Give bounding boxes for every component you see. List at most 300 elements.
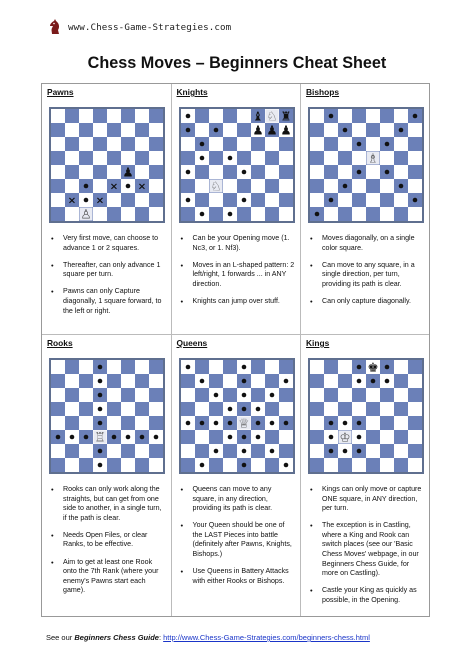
board-square: [338, 388, 352, 402]
move-dot: [185, 365, 190, 370]
board-square: [310, 402, 324, 416]
note-item: • Your Queen should be one of the LAST Pieces into battle (definitely after Pawns, Knights, Bishops.): [178, 521, 296, 559]
board-square: [181, 374, 195, 388]
board-square: [380, 193, 394, 207]
board-square: [338, 458, 352, 472]
board-square: [149, 179, 163, 193]
section-notes: [178, 234, 296, 314]
board-square: [223, 458, 237, 472]
board-square: [408, 165, 422, 179]
board-square: [310, 151, 324, 165]
board-square: [65, 109, 79, 123]
board-square: [209, 193, 223, 207]
board-square: [394, 388, 408, 402]
board-square: [209, 430, 223, 444]
board-square: [394, 165, 408, 179]
move-dot: [399, 128, 404, 133]
board-square: [324, 402, 338, 416]
board-square: [121, 193, 135, 207]
board-square: [352, 179, 366, 193]
board-square: [65, 123, 79, 137]
board-square: [324, 137, 338, 151]
move-dot: [126, 184, 131, 189]
board-svg: [51, 109, 163, 221]
board-square: [366, 165, 380, 179]
board-square: [380, 109, 394, 123]
board-square: [338, 360, 352, 374]
move-dot: [213, 128, 218, 133]
board-square: [181, 402, 195, 416]
move-dot: [126, 435, 131, 440]
board-square: [51, 109, 65, 123]
board-square: [107, 193, 121, 207]
board-square: [51, 165, 65, 179]
board-square: [251, 374, 265, 388]
board-square: [181, 430, 195, 444]
move-dot: [140, 435, 145, 440]
board-square: [408, 374, 422, 388]
board-square: [408, 151, 422, 165]
section-title: Knights: [176, 87, 208, 97]
board-square: [121, 374, 135, 388]
move-dot: [199, 156, 204, 161]
board-square: [79, 444, 93, 458]
note-item: • Castle your King as quickly as possible, in the Opening.: [307, 586, 425, 605]
board-square: [65, 458, 79, 472]
move-dot: [154, 435, 159, 440]
board-square: [149, 165, 163, 179]
board-square: [380, 444, 394, 458]
white-pawn-icon: ♙: [80, 206, 92, 221]
board-svg: [310, 109, 422, 221]
board-square: [149, 416, 163, 430]
board-square: [209, 137, 223, 151]
board-square: [279, 179, 293, 193]
board-square: [223, 388, 237, 402]
board-square: [338, 165, 352, 179]
chess-board-diagram: [308, 358, 424, 474]
board-square: [93, 207, 107, 221]
move-dot: [84, 198, 89, 203]
board-square: [223, 444, 237, 458]
footer-guide-name: Beginners Chess Guide: [74, 633, 159, 642]
board-square: [135, 374, 149, 388]
board-square: [149, 123, 163, 137]
board-square: [380, 458, 394, 472]
section-notes: [307, 485, 425, 613]
capture-cross-mark: ×: [109, 181, 119, 193]
note-item: • Needs Open Files, or clear Ranks, to be effective.: [48, 531, 166, 550]
move-dot: [357, 435, 362, 440]
move-dot: [199, 212, 204, 217]
board-square: [310, 430, 324, 444]
board-square: [310, 137, 324, 151]
board-square: [310, 360, 324, 374]
board-square: [366, 123, 380, 137]
move-dot: [329, 198, 334, 203]
board-square: [107, 151, 121, 165]
board-square: [121, 151, 135, 165]
board-square: [195, 109, 209, 123]
board-square: [338, 402, 352, 416]
board-square: [279, 165, 293, 179]
board-square: [209, 165, 223, 179]
board-square: [237, 137, 251, 151]
board-square: [279, 151, 293, 165]
board-square: [223, 374, 237, 388]
board-square: [149, 137, 163, 151]
move-dot: [199, 463, 204, 468]
board-square: [408, 430, 422, 444]
board-square: [380, 416, 394, 430]
board-square: [79, 165, 93, 179]
footer-guide-link[interactable]: http://www.Chess-Game-Strategies.com/beginners-chess.html: [163, 633, 370, 642]
black-bishop-icon: ♝: [251, 109, 264, 124]
board-square: [107, 458, 121, 472]
board-square: [51, 458, 65, 472]
move-dot: [357, 449, 362, 454]
board-square: [380, 430, 394, 444]
board-square: [79, 137, 93, 151]
move-dot: [283, 463, 288, 468]
board-square: [265, 207, 279, 221]
board-square: [135, 151, 149, 165]
board-square: [135, 109, 149, 123]
board-svg: [51, 360, 163, 472]
board-square: [51, 179, 65, 193]
footer-colon: :: [158, 633, 164, 642]
move-dot: [241, 393, 246, 398]
page-title: Chess Moves – Beginners Cheat Sheet: [87, 54, 387, 72]
board-square: [310, 165, 324, 179]
board-square: [121, 207, 135, 221]
board-square: [181, 388, 195, 402]
section-queens: [172, 335, 302, 585]
board-square: [51, 123, 65, 137]
board-square: [265, 360, 279, 374]
capture-cross-mark: ×: [95, 195, 105, 207]
move-dot: [241, 170, 246, 175]
board-square: [251, 137, 265, 151]
board-square: [195, 123, 209, 137]
board-square: [324, 151, 338, 165]
black-pawn-icon: ♟: [265, 122, 278, 138]
white-queen-icon: ♕: [237, 415, 250, 431]
board-square: [107, 388, 121, 402]
board-square: [149, 402, 163, 416]
board-square: [366, 207, 380, 221]
board-square: [93, 179, 107, 193]
move-dot: [413, 114, 418, 119]
board-square: [279, 444, 293, 458]
board-square: [149, 151, 163, 165]
board-square: [380, 179, 394, 193]
board-square: [366, 444, 380, 458]
board-square: [93, 151, 107, 165]
black-pawn-icon: ♟: [251, 122, 264, 138]
chess-board-diagram: [179, 358, 295, 474]
move-dot: [357, 142, 362, 147]
board-square: [107, 416, 121, 430]
board-square: [223, 360, 237, 374]
board-square: [107, 109, 121, 123]
board-square: [352, 207, 366, 221]
cheat-sheet-grid: [41, 83, 430, 617]
board-square: [223, 137, 237, 151]
board-square: [79, 402, 93, 416]
move-dot: [385, 170, 390, 175]
board-square: [65, 207, 79, 221]
section-notes: [48, 234, 166, 324]
board-square: [181, 137, 195, 151]
board-square: [51, 193, 65, 207]
black-pawn-icon: ♟: [279, 122, 292, 138]
move-dot: [227, 407, 232, 412]
capture-cross-mark: ×: [137, 181, 147, 193]
board-square: [366, 458, 380, 472]
move-dot: [283, 421, 288, 426]
board-square: [324, 388, 338, 402]
board-square: [324, 179, 338, 193]
move-dot: [269, 449, 274, 454]
board-square: [149, 193, 163, 207]
move-dot: [343, 184, 348, 189]
board-square: [408, 416, 422, 430]
move-dot: [241, 407, 246, 412]
move-dot: [241, 449, 246, 454]
board-square: [352, 402, 366, 416]
board-square: [237, 207, 251, 221]
board-square: [265, 137, 279, 151]
board-square: [79, 360, 93, 374]
board-square: [93, 137, 107, 151]
board-square: [135, 402, 149, 416]
board-square: [408, 444, 422, 458]
move-dot: [185, 114, 190, 119]
move-dot: [98, 393, 103, 398]
move-dot: [241, 365, 246, 370]
board-square: [121, 137, 135, 151]
board-square: [195, 165, 209, 179]
board-square: [338, 374, 352, 388]
move-dot: [185, 170, 190, 175]
board-square: [408, 179, 422, 193]
board-square: [107, 123, 121, 137]
chess-knight-logo-icon: [48, 18, 62, 36]
note-item: • Kings can only move or capture ONE square, in ANY direction, per turn.: [307, 485, 425, 514]
board-square: [135, 360, 149, 374]
board-square: [394, 151, 408, 165]
board-square: [324, 458, 338, 472]
board-square: [181, 458, 195, 472]
board-square: [338, 137, 352, 151]
board-square: [251, 165, 265, 179]
board-square: [380, 207, 394, 221]
board-square: [135, 458, 149, 472]
board-square: [149, 388, 163, 402]
board-square: [135, 193, 149, 207]
move-dot: [385, 142, 390, 147]
board-square: [352, 151, 366, 165]
white-bishop-icon: ♗: [367, 150, 379, 166]
board-square: [107, 165, 121, 179]
board-square: [408, 207, 422, 221]
board-svg: [181, 109, 293, 221]
board-square: [265, 179, 279, 193]
board-square: [394, 360, 408, 374]
board-square: [366, 193, 380, 207]
board-square: [237, 179, 251, 193]
board-square: [310, 179, 324, 193]
move-dot: [269, 421, 274, 426]
board-square: [394, 207, 408, 221]
board-square: [324, 123, 338, 137]
board-square: [310, 388, 324, 402]
move-dot: [343, 421, 348, 426]
board-square: [394, 193, 408, 207]
note-item: • The exception is in Castling, where a King and Rook can switch places (see our 'Basic Chess Moves' webpage, in our Beginners Chess Guide, for more on Castling).: [307, 521, 425, 579]
board-square: [149, 207, 163, 221]
board-square: [51, 360, 65, 374]
board-square: [310, 458, 324, 472]
board-square: [51, 207, 65, 221]
move-dot: [357, 170, 362, 175]
board-square: [251, 360, 265, 374]
board-square: [65, 416, 79, 430]
move-dot: [269, 393, 274, 398]
board-square: [324, 374, 338, 388]
board-square: [324, 165, 338, 179]
board-square: [265, 374, 279, 388]
board-square: [181, 179, 195, 193]
move-dot: [227, 156, 232, 161]
board-square: [251, 207, 265, 221]
board-square: [408, 458, 422, 472]
board-square: [135, 444, 149, 458]
board-square: [107, 444, 121, 458]
board-square: [366, 179, 380, 193]
capture-cross-mark: ×: [67, 195, 77, 207]
note-item: • Very first move, can choose to advance 1 or 2 squares.: [48, 234, 166, 253]
board-square: [352, 388, 366, 402]
board-square: [149, 444, 163, 458]
board-square: [51, 388, 65, 402]
section-kings: [301, 335, 431, 604]
move-dot: [329, 449, 334, 454]
board-square: [135, 207, 149, 221]
section-rooks: [42, 335, 172, 595]
board-square: [265, 402, 279, 416]
board-square: [394, 374, 408, 388]
note-item: • Can move to any square, in a single direction, per turn, providing its path is clear.: [307, 261, 425, 290]
move-dot: [329, 421, 334, 426]
board-square: [408, 137, 422, 151]
note-item: • Queens can move to any square, in any direction, providing its path is clear.: [178, 485, 296, 514]
board-square: [279, 360, 293, 374]
board-square: [237, 123, 251, 137]
board-square: [366, 388, 380, 402]
board-square: [265, 430, 279, 444]
board-square: [181, 444, 195, 458]
note-item: • Pawns can only Capture diagonally, 1 square forward, to the left or right.: [48, 287, 166, 316]
board-square: [394, 430, 408, 444]
move-dot: [227, 212, 232, 217]
board-square: [338, 109, 352, 123]
board-square: [352, 123, 366, 137]
board-square: [408, 402, 422, 416]
board-square: [352, 458, 366, 472]
chess-board-diagram: [179, 107, 295, 223]
board-square: [223, 165, 237, 179]
move-dot: [98, 421, 103, 426]
move-dot: [185, 421, 190, 426]
board-square: [279, 193, 293, 207]
section-knights: [172, 84, 302, 334]
board-square: [107, 360, 121, 374]
white-king-icon: ♔: [339, 429, 351, 445]
section-title: Pawns: [47, 87, 74, 97]
board-square: [65, 402, 79, 416]
move-dot: [357, 379, 362, 384]
board-square: [279, 430, 293, 444]
move-dot: [241, 435, 246, 440]
board-square: [79, 109, 93, 123]
note-item: • Thereafter, can only advance 1 square per turn.: [48, 261, 166, 280]
white-rook-icon: ♖: [94, 429, 106, 445]
board-square: [181, 151, 195, 165]
board-square: [324, 360, 338, 374]
chess-board-diagram: [308, 107, 424, 223]
move-dot: [329, 435, 334, 440]
white-knight-icon: ♘: [265, 109, 278, 124]
note-item: • Use Queens in Battery Attacks with either Rooks or Bishops.: [178, 567, 296, 586]
board-square: [279, 207, 293, 221]
site-url[interactable]: www.Chess-Game-Strategies.com: [68, 21, 232, 33]
board-square: [366, 402, 380, 416]
board-square: [51, 374, 65, 388]
move-dot: [199, 421, 204, 426]
board-square: [195, 430, 209, 444]
chess-board-diagram: [49, 358, 165, 474]
move-dot: [98, 379, 103, 384]
board-square: [279, 137, 293, 151]
move-dot: [413, 198, 418, 203]
board-square: [394, 402, 408, 416]
board-square: [366, 109, 380, 123]
move-dot: [185, 198, 190, 203]
board-square: [195, 193, 209, 207]
board-square: [338, 151, 352, 165]
board-square: [223, 193, 237, 207]
board-square: [251, 458, 265, 472]
board-square: [209, 458, 223, 472]
move-dot: [98, 407, 103, 412]
board-square: [251, 151, 265, 165]
board-square: [380, 388, 394, 402]
move-dot: [213, 449, 218, 454]
board-square: [121, 123, 135, 137]
board-square: [223, 179, 237, 193]
board-square: [209, 151, 223, 165]
board-square: [107, 374, 121, 388]
board-square: [65, 360, 79, 374]
move-dot: [255, 421, 260, 426]
section-title: Bishops: [306, 87, 340, 97]
board-square: [366, 137, 380, 151]
board-square: [121, 360, 135, 374]
section-title: Queens: [176, 338, 208, 348]
move-dot: [70, 435, 75, 440]
